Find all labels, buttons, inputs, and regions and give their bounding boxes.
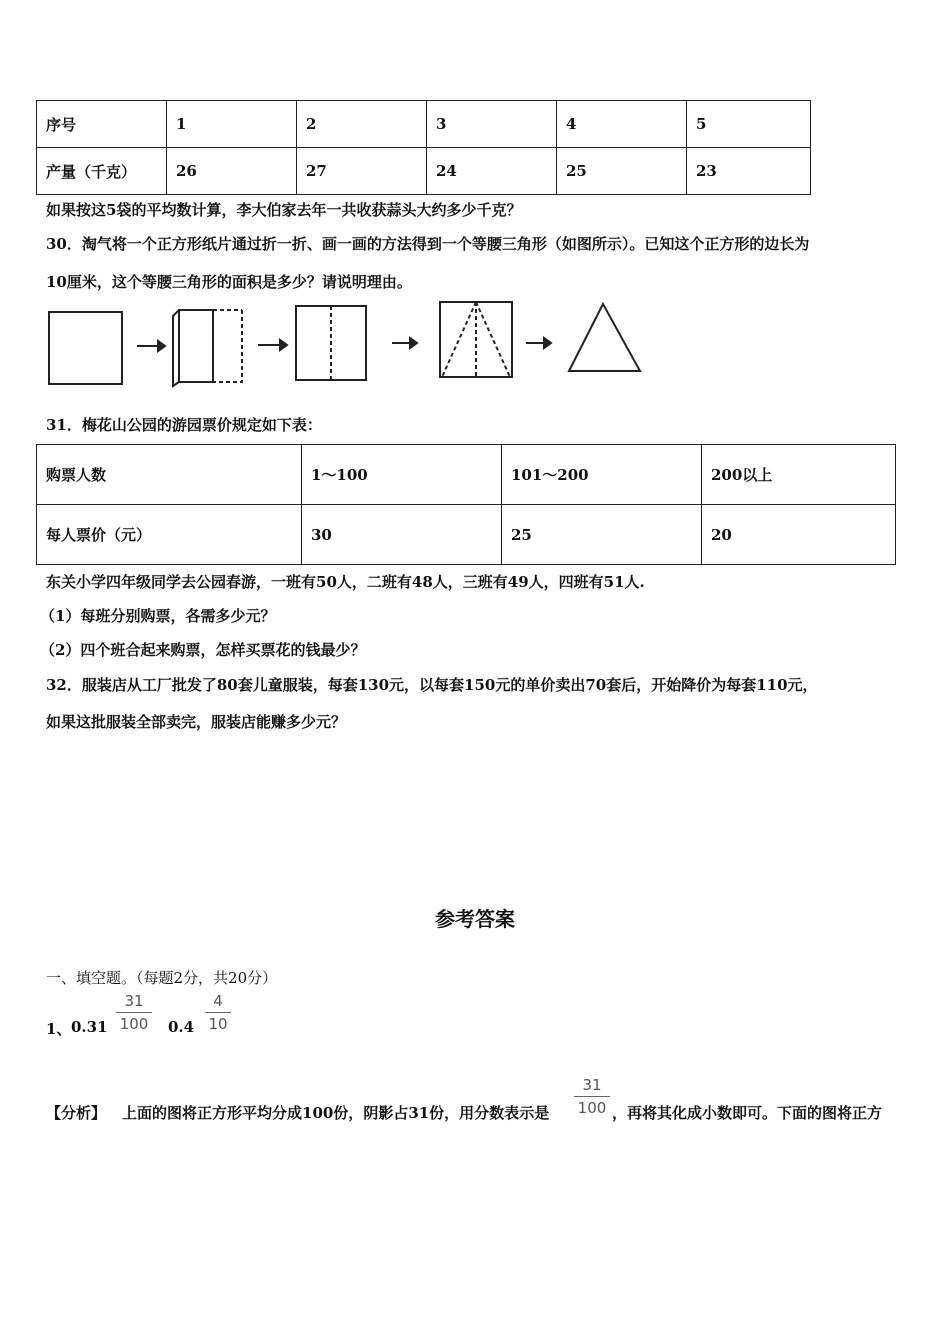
table-cell: 20	[702, 505, 896, 565]
analysis-text-2: ，再将其化成小数即可。下面的图将正方	[612, 1104, 883, 1122]
answer-1-fraction-1	[116, 992, 152, 1033]
table-cell: 30	[302, 505, 502, 565]
table-cell: 5	[687, 101, 811, 148]
table-cell: 26	[167, 148, 297, 195]
folding-diagram	[40, 296, 660, 392]
table-cell: 1～100	[302, 445, 502, 505]
table-cell: 25	[502, 505, 702, 565]
table-cell: 4	[557, 101, 687, 148]
arrow-icon	[392, 338, 417, 348]
unfolded-paper	[296, 306, 366, 380]
isosceles-triangle	[569, 304, 640, 371]
table-cell: 购票人数	[37, 445, 302, 505]
table-row	[37, 445, 896, 505]
q32-line1: 32．服装店从工厂批发了80套儿童服装，每套130元，以每套150元的单价卖出70套后，开始降价为每套110元，	[46, 676, 818, 694]
answer-1-fraction-2	[205, 992, 231, 1033]
answer-1-value-1: 0.31	[71, 1018, 108, 1036]
square-paper	[49, 312, 122, 384]
arrow-icon	[137, 341, 165, 351]
q32-line2: 如果这批服装全部卖完，服装店能赚多少元？	[46, 713, 347, 731]
table-cell: 23	[687, 148, 811, 195]
q31-context: 东关小学四年级同学去公园春游，一班有50人，二班有48人，三班有49人，四班有51人.	[46, 573, 645, 591]
fraction-numerator: 31	[116, 992, 152, 1013]
fraction-numerator: 31	[574, 1076, 610, 1097]
q30-line1: 30．淘气将一个正方形纸片通过折一折、画一画的方法得到一个等腰三角形（如图所示）。已知这个正方形的边长为	[46, 235, 810, 253]
answers-section-title: 一、填空题。（每题2分，共20分）	[46, 969, 278, 987]
table-cell: 产量（千克）	[37, 148, 167, 195]
table-row	[37, 148, 811, 195]
fraction-denominator: 100	[577, 1099, 607, 1117]
arrow-icon	[526, 338, 551, 348]
table-row	[37, 505, 896, 565]
q29-followup: 如果按这5袋的平均数计算，李大伯家去年一共收获蒜头大约多少千克？	[46, 201, 522, 219]
analysis-label: 【分析】	[46, 1104, 107, 1122]
table-cell: 1	[167, 101, 297, 148]
analysis-text-1: 上面的图将正方形平均分成100份，阴影占31份，用分数表示是	[122, 1104, 550, 1122]
table-cell: 200以上	[702, 445, 896, 505]
ticket-price-table	[36, 444, 896, 565]
folded-paper	[173, 310, 242, 386]
answer-1-value-2: 0.4	[168, 1018, 195, 1036]
table-cell: 每人票价（元）	[37, 505, 302, 565]
fraction-denominator: 10	[208, 1015, 228, 1033]
table-cell: 25	[557, 148, 687, 195]
fraction-numerator: 4	[205, 992, 231, 1013]
arrow-icon	[258, 340, 287, 350]
q30-line2: 10厘米，这个等腰三角形的面积是多少？请说明理由。	[46, 273, 412, 291]
q31-sub2: （2）四个班合起来购票，怎样买票花的钱最少？	[40, 641, 366, 659]
table-cell: 27	[297, 148, 427, 195]
table-cell: 101～200	[502, 445, 702, 505]
analysis-fraction	[574, 1076, 610, 1117]
table-row	[37, 101, 811, 148]
answer-1-label: 1、	[46, 1020, 72, 1038]
answers-heading: 参考答案	[435, 907, 515, 931]
yield-table	[36, 100, 811, 195]
table-cell: 24	[427, 148, 557, 195]
fraction-denominator: 100	[119, 1015, 149, 1033]
table-cell: 2	[297, 101, 427, 148]
table-cell: 3	[427, 101, 557, 148]
q31-intro: 31．梅花山公园的游园票价规定如下表：	[46, 416, 322, 434]
square-with-triangle	[440, 302, 512, 377]
q31-sub1: （1）每班分别购票，各需多少元？	[40, 607, 276, 625]
table-cell: 序号	[37, 101, 167, 148]
